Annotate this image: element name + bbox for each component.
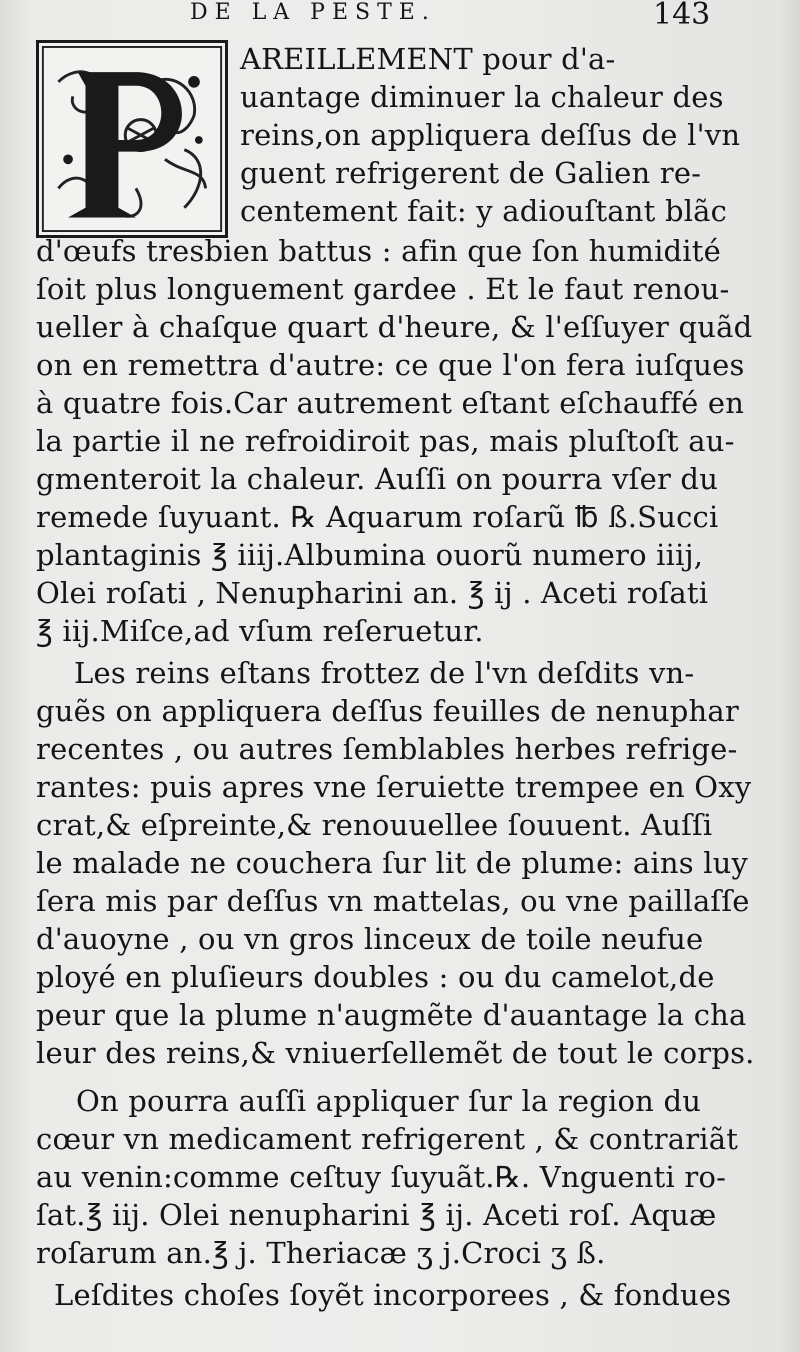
text-line: rantes: puis apres vne ſeruiette trempee en Oxy (36, 770, 752, 804)
text-line: au venin:comme ceſtuy ſuyuãt.℞. Vnguenti ro- (36, 1160, 727, 1194)
text-line: ℥ iij.Miſce,ad vſum reſeruetur. (36, 614, 484, 648)
text-line: leur des reins,& vniuerſellemẽt de tout le corps. (36, 1036, 755, 1070)
text-line: remede ſuyuant. ℞ Aquarum roſarũ ℔ ß.Succi (36, 500, 719, 534)
text-line: cœur vn medicament refrigerent , & contrariãt (36, 1122, 739, 1156)
text-line: recentes , ou autres ſemblables herbes refrige- (36, 732, 738, 766)
text-line: la partie il ne refroidiroit pas, mais pluſtoſt au- (36, 424, 735, 458)
text-line: guẽs on appliquera deſſus feuilles de nenuphar (36, 694, 739, 728)
running-title: DE LA PESTE. (190, 0, 436, 25)
text-line: plantaginis ℥ iiij.Albumina ouorũ numero iiij, (36, 538, 704, 572)
text-line: le malade ne couchera ſur lit de plume: ains luy (36, 846, 749, 880)
text-line: Olei roſati , Nenupharini an. ℥ ij . Aceti roſati (36, 576, 709, 610)
text-line: On pourra auſſi appliquer ſur la region du (76, 1084, 702, 1118)
text-line: Leſdites choſes ſoyẽt incorporees , & fondues (54, 1278, 732, 1312)
text-line: guent refrigerent de Galien re- (240, 156, 702, 190)
text-line: ſat.℥ iij. Olei nenupharini ℥ ij. Aceti roſ. Aquæ (36, 1198, 717, 1232)
text-line: AREILLEMENT pour d'a- (240, 42, 616, 76)
decorated-initial-P-icon (36, 40, 228, 238)
text-line: roſarum an.℥ j. Theriacæ ʒ j.Croci ʒ ß. (36, 1236, 606, 1270)
text-line: à quatre fois.Car autrement eſtant eſchauffé en (36, 386, 745, 420)
text-line: ſera mis par deſſus vn mattelas, ou vne paillaſſe (36, 884, 750, 918)
text-line: reins,on appliquera deſſus de l'vn (240, 118, 741, 152)
text-line: uantage diminuer la chaleur des (240, 80, 724, 114)
text-line: ſoit plus longuement gardee . Et le faut renou- (36, 272, 730, 306)
text-line: d'auoyne , ou vn gros linceux de toile neufue (36, 922, 704, 956)
text-line: gmenteroit la chaleur. Auſſi on pourra vſer du (36, 462, 719, 496)
text-line: ployé en pluſieurs doubles : ou du camelot,de (36, 960, 715, 994)
text-line: on en remettra d'autre: ce que l'on fera iuſques (36, 348, 745, 382)
text-line: peur que la plume n'augmẽte d'auantage la cha (36, 998, 747, 1032)
text-line: Les reins eſtans frottez de l'vn deſdits vn- (74, 656, 695, 690)
page-number: 143 (653, 0, 711, 32)
text-line: centement fait: y adiouſtant blãc (240, 194, 728, 228)
text-line: d'œufs tresbien battus : afin que ſon humidité (36, 234, 721, 268)
text-line: ueller à chaſque quart d'heure, & l'eſſuyer quãd (36, 310, 753, 344)
text-line: crat,& eſpreinte,& renouuellee ſouuent. Auſſi (36, 808, 713, 842)
